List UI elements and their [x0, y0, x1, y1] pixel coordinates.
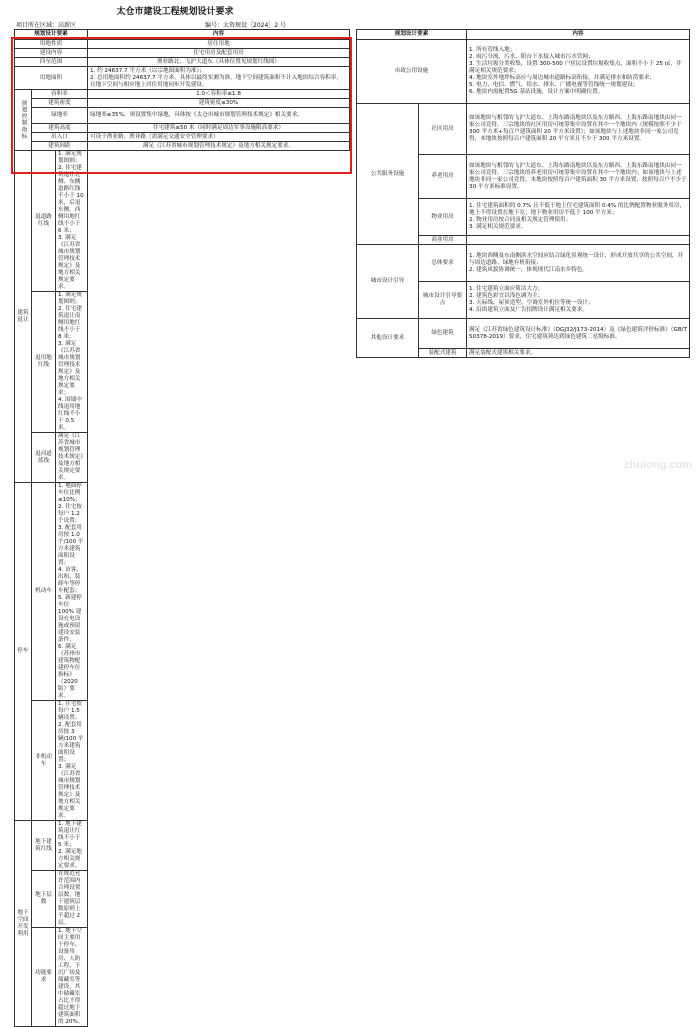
left-row: [15, 133, 350, 142]
building-setback-sub-label: 退道路红线: [32, 151, 56, 292]
row-content: 满足《江苏省城市规划管理技术规定》及地方相关规定要求。: [88, 142, 350, 151]
building-setback-row: [15, 433, 350, 483]
row-content: 住宅建筑≤50 米（同时满足周边军事设施限高要求）: [88, 124, 350, 133]
left-requirements-table: [14, 29, 350, 1027]
building-setback-sub-label: 退河道蓝线: [32, 433, 56, 483]
left-row: [15, 124, 350, 133]
row-label: 建设内容: [15, 49, 88, 58]
building-setback-row: [15, 151, 350, 292]
row-label: 绿地率: [32, 108, 88, 124]
public-service-content: 如该地块与相邻的飞沪大道东、上海东路南地块以及东方路西、上海东路南地块由同一家公司竞得，三宗地块的养老用房可统筹集中设置在其中一个地块内；如该地块与上述地块非同一家公司竞得，本地块按照每百户建筑面积 30 平方米设置，按照每百户不少于 30 平方米标准设置。: [467, 155, 690, 199]
row-label: 用地面积: [15, 67, 88, 90]
underground-content: 1. 地下空间主要用于停车、设备用房、人防工程、下沉广场及储藏室等建设，其中储藏室占比不得超过地下建筑面积的 20%。: [56, 928, 88, 1027]
public-service-sub-label: 养老用房: [419, 155, 467, 199]
row-content: 可设于渔业路、渔业路（需满足交通安全管理要求）: [88, 133, 350, 142]
urban-design-content: 1. 地块西侧及东南侧滨水空间应结合绿化景观统一设计，形成开放共享的公共空间，并与周边道路、绿地有机衔接； 2. 建筑风貌协调统一，体现现代江南水乡特色。: [467, 245, 690, 282]
left-row: [15, 99, 350, 108]
control-indicator-label: 规划控制指标: [15, 90, 32, 151]
public-service-sub-label: 商业用房: [419, 236, 467, 245]
right-requirements-table: [356, 29, 690, 358]
urban-design-row: [357, 245, 690, 282]
header-item: 规划设计要素: [357, 30, 467, 40]
other-requirements-sub-label: 绿色建筑: [419, 319, 467, 349]
parking-sub-label: 非机动车: [32, 701, 56, 821]
public-service-label: 公共服务设施: [357, 104, 419, 245]
header-content: 内容: [88, 30, 350, 40]
left-row: [15, 40, 350, 49]
building-setback-label: 建筑退让: [15, 151, 32, 483]
header-item: 规划设计要素: [15, 30, 88, 40]
left-row: [15, 108, 350, 124]
infra-row: [357, 40, 690, 104]
building-setback-content: 1. 满足规划图则； 2. 住宅建筑退让北侧、东侧道路红线不小于 10 米，后退东侧、西侧用地红线不小于 6 米； 3. 满足《江苏省城市规划管理技术规定》及地方相关规定要求。: [56, 151, 88, 292]
public-service-row: [357, 104, 690, 155]
underground-content: 在规范允许范围内合理设置层数，地下建筑层数原则上不超过 2 层。: [56, 871, 88, 928]
parking-label: 停车: [15, 483, 32, 821]
public-service-content: 1. 住宅建筑面积的 0.7% 且不低于地上住宅建筑面积 0.4% 的比例配置物业服务用房，地上不得设置在地下室；地下物业用房不低于 100 平方米； 2. 物业用房按合同及相关规定管理使用； 3. 满足相关规范要求。: [467, 199, 690, 236]
public-service-sub-label: 社区用房: [419, 104, 467, 155]
building-setback-sub-label: 退用地红线: [32, 292, 56, 433]
parking-content: 1. 住宅按每户 1.5 辆设置； 2. 配套用房按 3 辆/100 平方米建筑面积设置； 3. 满足《江苏省城市规划管理技术规定》及地方相关规定要求。: [56, 701, 88, 821]
left-row: [15, 49, 350, 58]
other-requirements-sub-label: 装配式建筑: [419, 349, 467, 358]
right-header-row: [357, 30, 690, 40]
parking-sub-label: 机动车: [32, 483, 56, 701]
parking-row: [15, 701, 350, 821]
row-label: 四至范围: [15, 58, 88, 67]
row-label: 出入口: [32, 133, 88, 142]
row-label: 容积率: [32, 90, 88, 99]
other-requirements-row: [357, 319, 690, 349]
row-content: 建筑密度≤30%: [88, 99, 350, 108]
right-table-page: [356, 29, 690, 358]
row-content: 渔业路北、飞沪大道东（具体位置见规划红线图）: [88, 58, 350, 67]
document-title: 太仓市建设工程规划设计要求: [116, 7, 234, 17]
parking-row: [15, 483, 350, 701]
underground-row: [15, 821, 350, 871]
row-content: 1.0＜容积率≤1.8: [88, 90, 350, 99]
underground-sub-label: 地下层数: [32, 871, 56, 928]
other-requirements-label: 其他设计要求: [357, 319, 419, 358]
underground-row: [15, 871, 350, 928]
row-content: 住宅用房及配套用房: [88, 49, 350, 58]
row-label: 建筑高度: [32, 124, 88, 133]
public-service-sub-label: 物业用房: [419, 199, 467, 236]
left-row: [15, 58, 350, 67]
building-setback-row: [15, 292, 350, 433]
building-setback-content: 1. 满足规划图则； 2. 住宅建筑退让南侧用地红线不小于 8 米； 3. 满足《江苏省城市规划管理技术规定》及地方相关规定要求； 4. 围墙中线退用地红线不小于 0.5 米。: [56, 292, 88, 433]
header-content: 内容: [467, 30, 690, 40]
urban-design-content: 1. 住宅建筑立面应简洁大方； 2. 建筑色彩宜以浅色调为主； 3. 天际线、屋顶造型、空调室外机位等统一设计； 4. 沿街建筑立面及广告招牌设计满足相关要求。: [467, 282, 690, 319]
public-service-content: [467, 236, 690, 245]
row-label: 用地性质: [15, 40, 88, 49]
underground-label: 地下空间开发利用: [15, 821, 32, 1027]
left-table-page: [14, 29, 350, 1027]
project-location: 项目所在区域：高新区: [16, 22, 77, 29]
urban-design-label: 城市设计引导: [357, 245, 419, 319]
parking-content: 1. 地面停车位比例≤10%； 2. 住宅按每户 1.2 个设置； 3. 配套用房按 1.0 个/100 平方米建筑面积设置； 4. 访客、出租、装卸车等停车配套； 5. 新建停车位 100% 建设充电设施或预留建设安装条件； 6. 满足《苏州市建筑物配建停车位指标》（2020 版）要求。: [56, 483, 88, 701]
row-content: 居住用地: [88, 40, 350, 49]
urban-design-sub-label: 总体要求: [419, 245, 467, 282]
row-label: 建筑间距: [32, 142, 88, 151]
public-service-content: 如该地块与相邻的飞沪大道东、上海东路南地块以及东方路西、上海东路南地块由同一家公司竞得，三宗地块的社区用房可统筹集中设置在其中一个地块内（规模按照不少于 300 平方米+每百户建筑面积 20 平方米设置）；如该地块与上述地块非同一家公司竞得，本地块按照每百户建筑面积 20 平方米且不少于 300 平方米设置。: [467, 104, 690, 155]
document-number: 编号：太资规设［2024］2 号: [205, 22, 286, 29]
left-row: [15, 67, 350, 90]
row-label: 建筑密度: [32, 99, 88, 108]
building-setback-content: 满足《江苏省城市规划管理技术规定》及地方相关规定要求。: [56, 433, 88, 483]
other-requirements-content: 满足装配式建筑相关要求。: [467, 349, 690, 358]
row-content: 绿地率≥35%，须设置集中绿地，具体按《太仓市城市规划管理技术规定》相关要求。: [88, 108, 350, 124]
watermark: zhulong.com: [624, 459, 692, 471]
row-content: 1. 约 24637.7 平方米（以宗地图面积为准）； 2. 总用地面积约 24637.7 平方米，具体以最终实测为准。地下空间建筑面积不计入地块综合容积率，且地下空间与相应地上居住用地同步开发建设。: [88, 67, 350, 90]
left-header-row: [15, 30, 350, 40]
other-requirements-content: 满足《江苏省绿色建筑设计标准》（DGJ32/J173-2014）及《绿色建筑评价标准》（GB/T 50378-2019）要求，住宅建筑须达到绿色建筑二星级标准。: [467, 319, 690, 349]
underground-content: 1. 地下建筑退让红线不小于 5 米； 2. 满足地方相关规定要求。: [56, 821, 88, 871]
infra-label: 市政公用设施: [357, 40, 467, 104]
underground-sub-label: 地下建筑红线: [32, 821, 56, 871]
underground-sub-label: 功能要求: [32, 928, 56, 1027]
left-row: [15, 142, 350, 151]
infra-content: 1. 所有管线入地； 2. 雨污分流，污水、阳台下水接入城市污水管网； 3. 生活垃圾分类收集，设置 300-500 户居民设置垃圾收集点，面积不小于 25 ㎡，并满足相关规范要求； 4. 地块室外地坪标高应与周边城市道路标高衔接，并满足排水和防涝要求； 5. 电力、电信、燃气、给水、排水、广播电视等管线统一规划建设； 6. 地块内需配置5G 基站设施，设计方案中明确位置。: [467, 40, 690, 104]
underground-row: [15, 928, 350, 1027]
left-row: [15, 90, 350, 99]
urban-design-sub-label: 城市设计引导要点: [419, 282, 467, 319]
